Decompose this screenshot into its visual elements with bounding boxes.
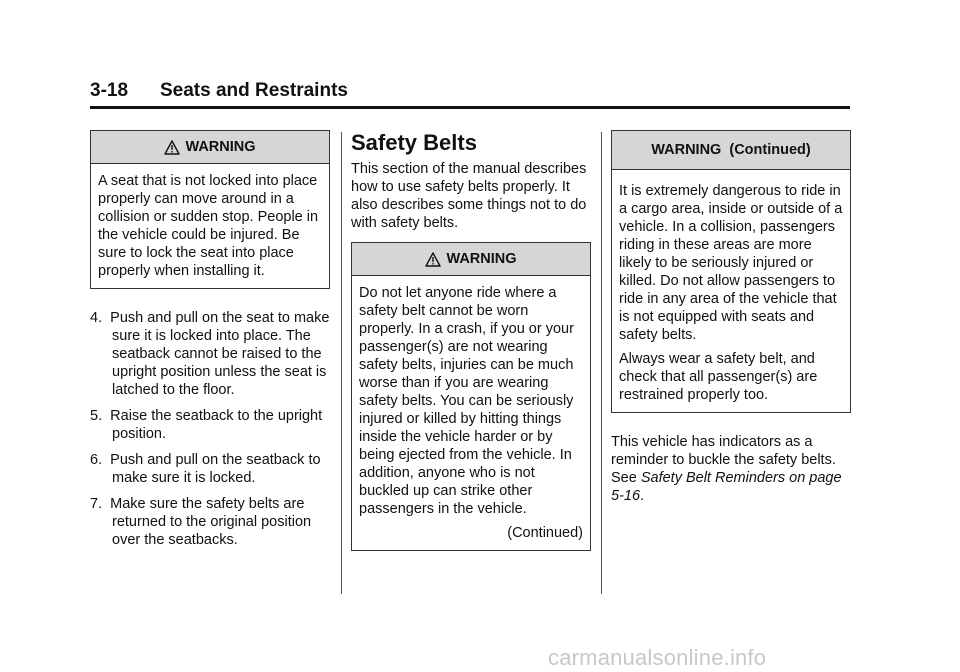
warning-header: [91, 131, 329, 164]
warning-body: [91, 164, 329, 288]
warning-header: [352, 243, 590, 276]
warning-text: Do not let anyone ride where a safety belt cannot be worn properly. In a crash, if you or your passenger(s) are not wearing safety belts, injuries can be much worse than if you are wearing safety belts. You can be seriously injured or killed by hitting things inside the vehicle harder or by being ejected from the vehicle. In addition, anyone who is not buckled up can strike other passengers in the vehicle.: [359, 285, 574, 517]
list-item: 6. Push and pull on the seatback to make sure it is locked.: [90, 452, 321, 486]
reminder-paragraph: This vehicle has indicators as a reminder to buckle the safety belts. See Safety Belt Reminders on page 5-16.: [611, 434, 842, 504]
page-header: [90, 80, 850, 109]
page-number: 3-18: [90, 80, 129, 101]
warning-header: [612, 131, 850, 170]
warning-text: It is extremely dangerous to ride in a cargo area, inside or outside of a vehicle. In a collision, passengers riding in these areas are more likely to be seriously injured or killed. Do not allow passengers to ride in any area of the vehicle that is not equipped with seats and safety belts.: [619, 183, 843, 343]
warning-triangle-icon: [425, 252, 441, 267]
warning-box-seat: [90, 130, 330, 289]
warning-label: WARNING (Continued): [651, 142, 811, 158]
warning-label: WARNING: [446, 251, 517, 267]
warning-text: Always wear a safety belt, and check that all passenger(s) are restrained properly too.: [619, 351, 818, 403]
warning-box-continued: [611, 130, 851, 413]
continued-label: (Continued): [507, 525, 583, 541]
section-heading: Safety Belts: [351, 130, 477, 155]
step-list: [90, 309, 330, 549]
section-title: Seats and Restraints: [160, 80, 348, 101]
warning-text: A seat that is not locked into place properly can move around in a collision or sudden stop. People in the vehicle could be injured. Be sure to lock the seat into place properly when installing it.: [98, 173, 319, 279]
warning-body: [612, 170, 850, 412]
cross-reference-link[interactable]: Safety Belt Reminders on page 5-16: [611, 470, 842, 504]
list-item: 5. Raise the seatback to the upright position.: [90, 408, 323, 442]
warning-body: [352, 276, 590, 550]
watermark: carmanualsonline.info: [548, 645, 767, 670]
list-item: 7. Make sure the safety belts are returned to the original position over the seatbacks.: [90, 496, 312, 548]
list-item: 4. Push and pull on the seat to make sure it is locked into place. The seatback cannot be raised to the upright position unless the seat is latched to the floor.: [90, 310, 330, 398]
column-divider-right: [601, 132, 602, 594]
intro-paragraph: This section of the manual describes how to use safety belts properly. It also describes some things not to do with safety belts.: [351, 161, 587, 231]
warning-triangle-icon: [164, 140, 180, 155]
column-divider-left: [341, 132, 342, 594]
column-left: [90, 130, 330, 557]
column-middle: [351, 130, 591, 551]
warning-box-belts: [351, 242, 591, 551]
column-right: [611, 130, 851, 515]
warning-label: WARNING: [185, 139, 256, 155]
